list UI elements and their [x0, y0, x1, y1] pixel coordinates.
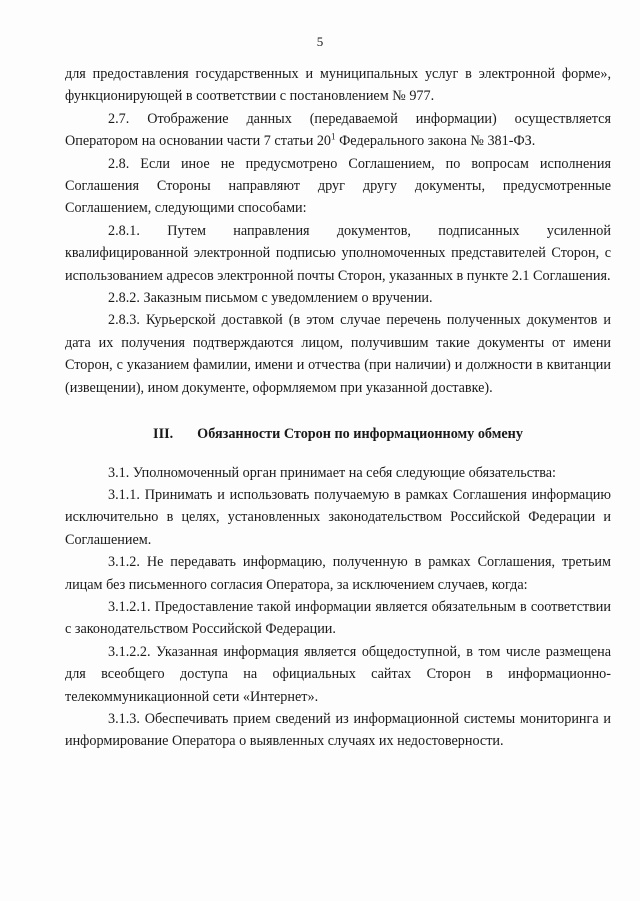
paragraph-2-8-1: 2.8.1. Путем направления документов, подписанных усиленной квалифицированной электронной подписью уполномоченных представителей Сторон, с использованием адресов электронной почты Сторон, указанных в пункте 2.1 Соглашения.	[65, 222, 611, 284]
paragraph-2-8-3: 2.8.3. Курьерской доставкой (в этом случае перечень полученных документов и дата их получения подтверждаются лицом, получившим такие документы от имени Сторон, с указанием фамилии, имени и отчества (при наличии) и должности в квитанции (извещении), ином документе, оформляемом при указанной доставке).	[65, 312, 611, 396]
paragraph-3-1-2: 3.1.2. Не передавать информацию, полученную в рамках Соглашения, третьим лицам без письменного согласия Оператора, за исключением случаев, когда:	[65, 554, 611, 593]
paragraph-3-1-1: 3.1.1. Принимать и использовать получаемую в рамках Соглашения информацию исключительно в целях, установленных законодательством Российской Федерации и Соглашением.	[65, 486, 611, 548]
section-title: Обязанности Сторон по информационному обмену	[197, 426, 523, 443]
document-body	[65, 63, 611, 753]
paragraph-2-8-2: 2.8.2. Заказным письмом с уведомлением о вручении.	[108, 290, 433, 307]
section-heading	[65, 423, 611, 445]
page-number: 5	[316, 34, 324, 49]
paragraph-3-1-3: 3.1.3. Обеспечивать прием сведений из информационной системы мониторинга и информирование Оператора о выявленных случаях их недостоверности.	[65, 710, 611, 750]
paragraph-2-7-tail: Федерального закона № 381-ФЗ.	[335, 133, 536, 150]
paragraph-2-7-superscript: 1	[331, 131, 336, 142]
paragraph-continuation: для предоставления государственных и муниципальных услуг в электронной форме», функционирующей в соответствии с постановлением № 977.	[65, 66, 611, 105]
paragraph-3-1-2-2: 3.1.2.2. Указанная информация является общедоступной, в том числе размещена для всеобщего доступа на официальных сайтах Сторон в информационно-телекоммуникационной сети «Интернет».	[65, 643, 611, 705]
paragraph-2-7-text: 2.7. Отображение данных (передаваемой информации) осуществляется Оператором на основании части 7 статьи 20	[65, 110, 611, 150]
paragraph-2-7	[65, 108, 611, 153]
paragraph-3-1: 3.1. Уполномоченный орган принимает на себя следующие обязательства:	[108, 464, 556, 481]
section-number: III.	[153, 426, 174, 443]
paragraph-2-8: 2.8. Если иное не предусмотрено Соглашением, по вопросам исполнения Соглашения Стороны направляют друг другу документы, предусмотренные Соглашением, следующими способами:	[65, 155, 611, 217]
paragraph-3-1-2-1: 3.1.2.1. Предоставление такой информации является обязательным в соответствии с законодательством Российской Федерации.	[65, 598, 611, 638]
